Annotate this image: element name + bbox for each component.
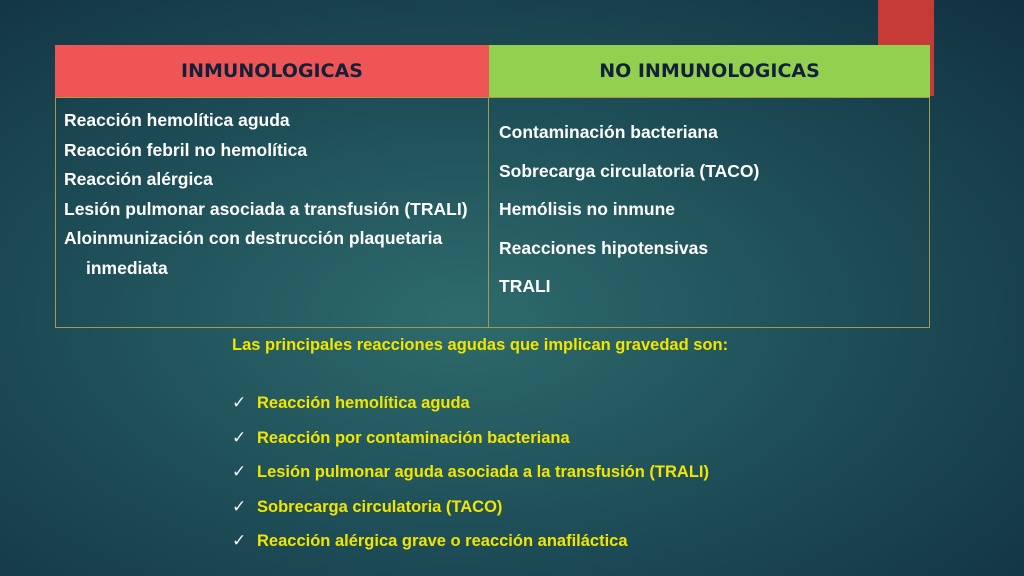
check-item-text: Reacción hemolítica aguda: [257, 394, 470, 412]
immunologic-list: [64, 106, 486, 283]
list-item: Reacción alérgica: [64, 169, 213, 189]
cell-immunologic: [55, 97, 489, 328]
checkmark-icon: ✓: [232, 531, 247, 551]
check-item-text: Lesión pulmonar aguda asociada a la transfusión (TRALI): [257, 463, 709, 481]
checkmark-icon: ✓: [232, 462, 247, 482]
checkmark-icon: ✓: [232, 427, 247, 448]
check-list-item: [232, 490, 709, 525]
check-item-text: Reacción alérgica grave o reacción anafiláctica: [257, 532, 628, 550]
checkmark-icon: ✓: [232, 496, 247, 517]
check-list-item: [232, 455, 709, 490]
check-list-item: [232, 421, 709, 456]
list-item: Reacción febril no hemolítica: [64, 139, 308, 160]
checkmark-icon: ✓: [232, 393, 247, 413]
list-item: Sobrecarga circulatoria (TACO): [499, 160, 760, 181]
list-item: Reacción hemolítica aguda: [64, 110, 290, 130]
list-item: Reacciones hipotensivas: [499, 237, 709, 258]
reactions-table: [55, 45, 930, 328]
list-item: Lesión pulmonar asociada a transfusión (TRALI): [64, 198, 468, 219]
check-item-text: Sobrecarga circulatoria (TACO): [257, 497, 503, 516]
non-immunologic-list: [499, 113, 759, 306]
header-non-immunologic: NO INMUNOLOGICAS: [489, 45, 930, 97]
summary-title: Las principales reacciones agudas que implican gravedad son:: [232, 336, 729, 354]
cell-non-immunologic: [488, 97, 930, 328]
check-list-item: [232, 524, 709, 559]
list-item: Aloinmunización con destrucción plaquetaria inmediata: [64, 228, 443, 278]
header-immunologic: INMUNOLOGICAS: [55, 45, 489, 97]
list-item: Contaminación bacteriana: [499, 122, 718, 142]
check-list-item: [232, 386, 709, 421]
severe-reactions-list: [232, 386, 709, 559]
check-item-text: Reacción por contaminación bacteriana: [257, 428, 570, 447]
list-item: Hemólisis no inmune: [499, 199, 675, 219]
list-item: TRALI: [499, 276, 551, 296]
